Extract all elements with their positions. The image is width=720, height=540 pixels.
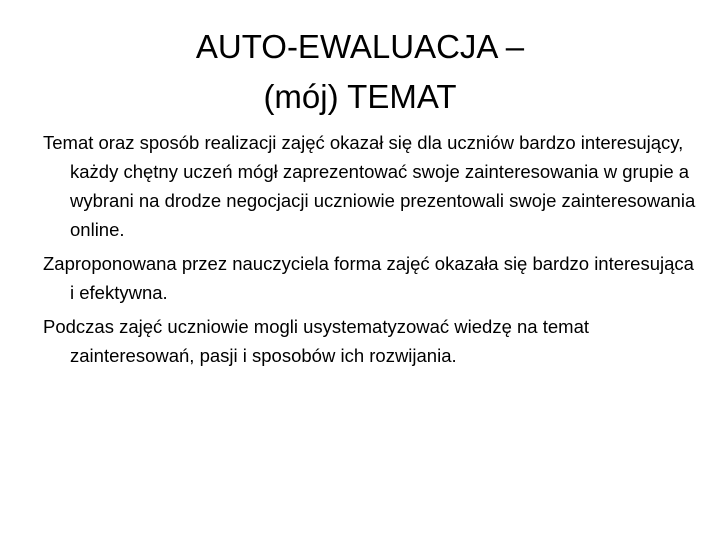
title-line-2: (mój) TEMAT [263, 78, 457, 115]
slide-title [40, 22, 680, 122]
title-line-1: AUTO-EWALUACJA – [195, 28, 525, 65]
paragraph-1: Temat oraz sposób realizacji zajęć okazał się dla uczniów bardzo interesujący, każdy chętny uczeń mógł zaprezentować swoje zainteresowania w grupie a wybrani na drodze negocjacji uczniowie prezentowali swoje zainteresowania online. [43, 132, 696, 240]
paragraph-3: Podczas zajęć uczniowie mogli usystematyzować wiedzę na temat zainteresowań, pasji i sposobów ich rozwijania. [43, 316, 589, 366]
slide-body [43, 128, 703, 375]
paragraph-2: Zaproponowana przez nauczyciela forma zajęć okazała się bardzo interesująca i efektywna. [43, 253, 694, 303]
